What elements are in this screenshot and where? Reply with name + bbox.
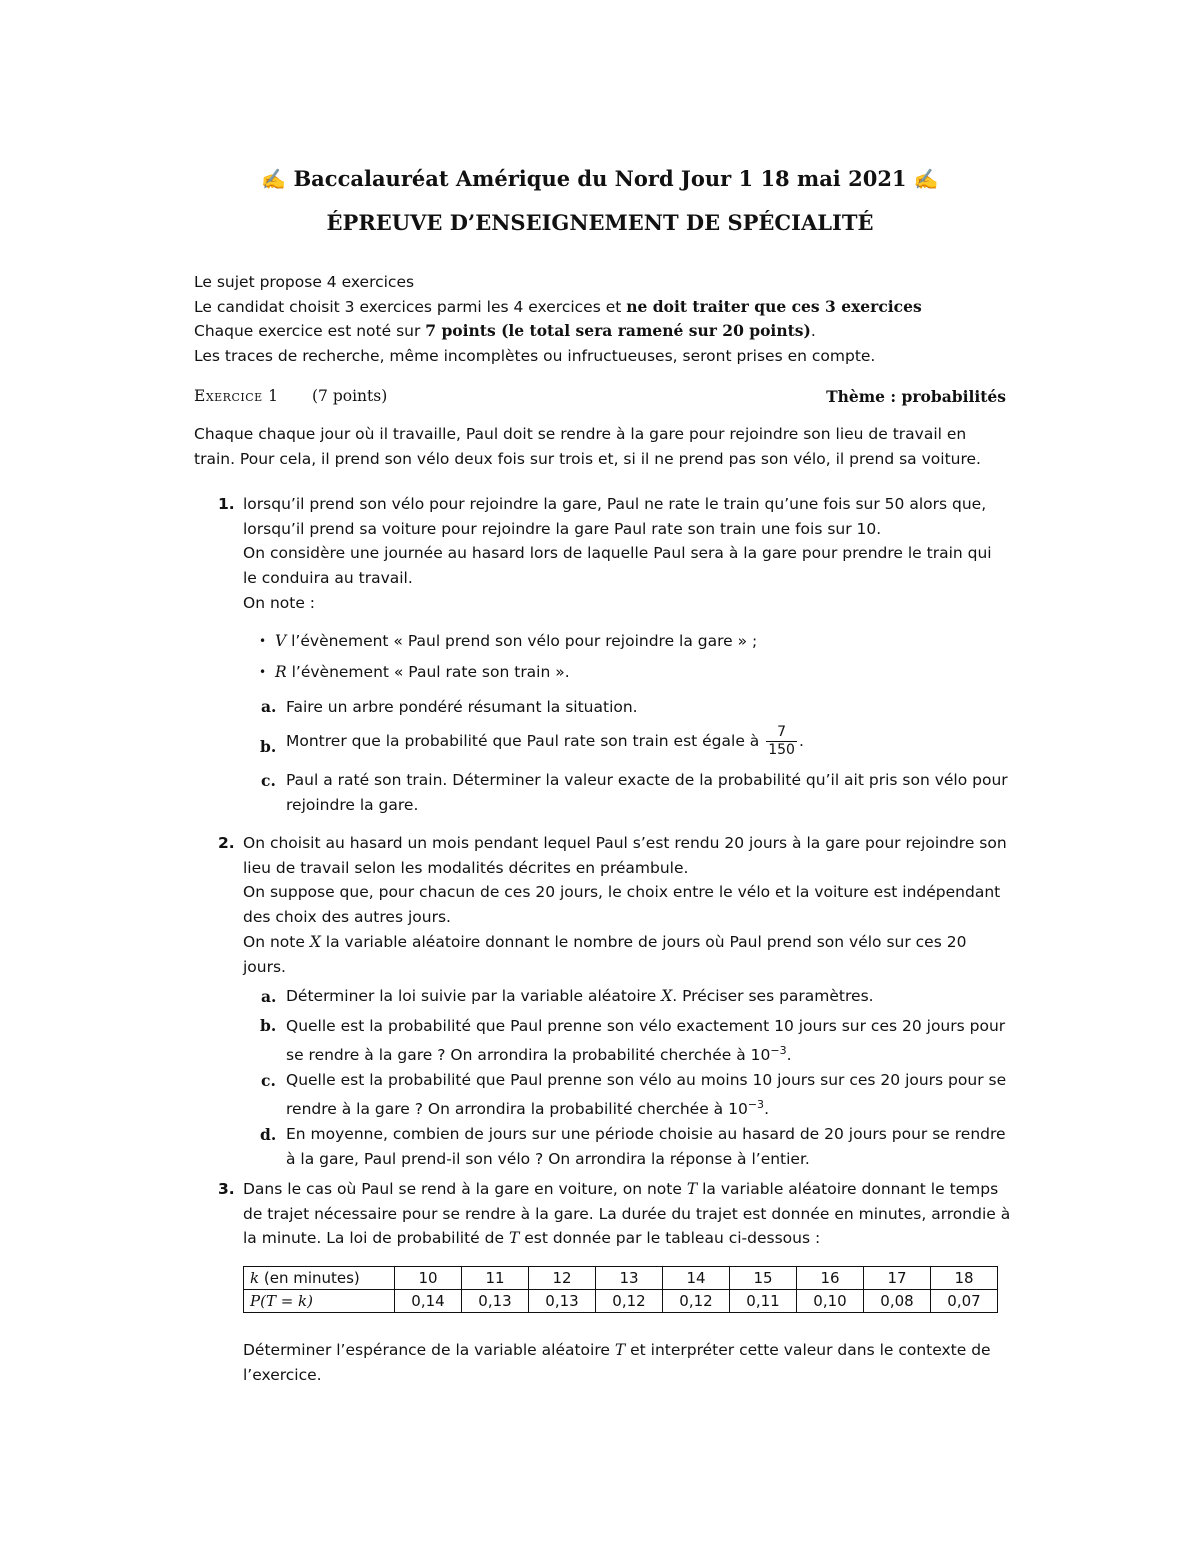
q3-p1-text-c: est donnée par le tableau ci-dessous : [519, 1229, 821, 1247]
q1-paragraph-2: On considère une journée au hasard lors de laquelle Paul sera à la gare pour prendre le train qui le conduira au travail. [243, 544, 992, 587]
title-text: Baccalauréat Amérique du Nord Jour 1 18 mai 2021 [293, 166, 907, 191]
fraction [766, 724, 797, 759]
q1-bullet-1 [275, 629, 975, 654]
q1-number: 1. [218, 495, 235, 513]
var-v: V [275, 632, 287, 650]
intro-line-2-bold: ne doit traiter que ces 3 exercices [626, 296, 922, 316]
q1-paragraph-1: lorsqu’il prend son vélo pour rejoindre la gare, Paul ne rate le train qu’une fois sur 50 alors que, lorsqu’il prend sa voiture pour rejoindre la gare Paul rate son train une fois sur 10. [243, 495, 987, 538]
q2b-text [286, 1014, 1008, 1067]
q2-paragraph-1: On choisit au hasard un mois pendant lequel Paul s’est rendu 20 jours à la gare pour rejoindre son lieu de travail selon les modalités décrites en préambule. [243, 834, 1007, 877]
q1-bullet-2 [275, 660, 975, 685]
q2-p3-text-a: On note [243, 933, 310, 951]
q3-paragraph-1 [243, 1177, 1011, 1251]
table-header-k [244, 1267, 395, 1290]
bullet-icon: • [259, 634, 267, 648]
q2c-text-content: Quelle est la probabilité que Paul prenne son vélo au moins 10 jours sur ces 20 jours pour se rendre à la gare ? On arrondira la probabilité cherchée à 10 [286, 1071, 1007, 1118]
table-cell: 0,11 [730, 1290, 797, 1313]
q1a-text: Faire un arbre pondéré résumant la situation. [286, 698, 638, 716]
intro-line-3-bold: 7 points (le total sera ramené sur 20 points) [425, 321, 811, 340]
q2a-text-a: Déterminer la loi suivie par la variable aléatoire [286, 987, 662, 1005]
q1-bullet-2-text: l’évènement « Paul rate son train ». [286, 663, 570, 681]
intro-line-1: Le sujet propose 4 exercices [194, 273, 415, 291]
table-cell: 0,08 [864, 1290, 931, 1313]
q2-number: 2. [218, 834, 235, 852]
q1c-label: c. [261, 771, 276, 790]
q1b-end: . [798, 732, 804, 750]
table-cell: 18 [931, 1267, 998, 1290]
exponent: −3 [747, 1097, 765, 1111]
table-cell: 0,13 [529, 1290, 596, 1313]
intro-line-3-text: Chaque exercice est noté sur [194, 322, 426, 340]
q2b-label: b. [260, 1016, 277, 1035]
table-cell: 0,12 [663, 1290, 730, 1313]
table-header-k-label: (en minutes) [259, 1269, 360, 1287]
table-cell: 0,10 [797, 1290, 864, 1313]
table-row [244, 1267, 998, 1290]
intro-line-3-end: . [810, 322, 816, 340]
table-cell: 0,12 [596, 1290, 663, 1313]
page-title [0, 166, 1200, 191]
q1a-label: a. [261, 697, 277, 716]
q2d-label: d. [260, 1125, 277, 1144]
intro-line-2 [194, 295, 1014, 320]
table-row [244, 1290, 998, 1313]
var-t: T [614, 1341, 626, 1359]
q3-paragraph-2 [243, 1338, 1011, 1387]
fraction-denominator: 150 [768, 742, 795, 758]
fraction-numerator: 7 [766, 724, 797, 742]
q2b-text-content: Quelle est la probabilité que Paul prenne son vélo exactement 10 jours sur ces 20 jours pour se rendre à la gare ? On arrondira la probabilité cherchée à 10 [286, 1017, 1006, 1064]
page-subtitle: ÉPREUVE D’ENSEIGNEMENT DE SPÉCIALITÉ [326, 210, 874, 235]
q2c-text [286, 1068, 1008, 1121]
exercise-lead: Chaque chaque jour où il travaille, Paul doit se rendre à la gare pour rejoindre son lieu de travail en train. Pour cela, il prend son vélo deux fois sur trois et, si il ne prend pas son vélo, il prend sa voiture. [194, 425, 981, 468]
q3-number: 3. [218, 1180, 235, 1198]
q3-p2-text-a: Déterminer l’espérance de la variable aléatoire [243, 1341, 615, 1359]
table-cell: 12 [529, 1267, 596, 1290]
q3-p1-text-b: la variable aléatoire donnant le temps de trajet nécessaire pour se rendre à la gare. La durée du trajet est donnée en minutes, arrondie à la minute. La loi de probabilité de [243, 1180, 1011, 1247]
bullet-icon: • [259, 665, 267, 679]
var-x: X [661, 987, 673, 1005]
exercise-theme: Thème : probabilités [826, 387, 1006, 406]
table-cell: 0,13 [462, 1290, 529, 1313]
q1b-label: b. [260, 737, 277, 756]
q2-p3-text-b: la variable aléatoire donnant le nombre de jours où Paul prend son vélo sur ces 20 jours. [243, 933, 967, 976]
exercise-header [194, 387, 1006, 411]
intro-line-2-text: Le candidat choisit 3 exercices parmi les 4 exercices et [194, 297, 627, 316]
var-k: k [250, 1269, 260, 1287]
var-t: T [508, 1229, 520, 1247]
table-cell: 17 [864, 1267, 931, 1290]
exercise-title: Exercice 1 [194, 387, 279, 405]
table-cell: 16 [797, 1267, 864, 1290]
q2a-text [286, 984, 1006, 1009]
q1b-text [286, 721, 1006, 761]
table-cell: 14 [663, 1267, 730, 1290]
table-cell: 15 [730, 1267, 797, 1290]
intro-block [194, 270, 1014, 368]
var-x: X [309, 933, 321, 951]
q2d-text: En moyenne, combien de jours sur une période choisie au hasard de 20 jours pour se rendre à la gare, Paul prend-il son vélo ? On arrondira la réponse à l’entier. [286, 1125, 1006, 1168]
q2a-label: a. [261, 987, 277, 1006]
ornament-left-icon: ✍ [261, 167, 287, 191]
q1-bullet-1-text: l’évènement « Paul prend son vélo pour rejoindre la gare » ; [286, 632, 758, 650]
ornament-right-icon: ✍ [913, 167, 939, 191]
intro-line-4: Les traces de recherche, même incomplètes ou infructueuses, seront prises en compte. [194, 346, 876, 365]
exponent: −3 [770, 1043, 787, 1057]
q2c-label: c. [261, 1071, 276, 1090]
table-cell: 0,07 [931, 1290, 998, 1313]
q3-p1-text-a: Dans le cas où Paul se rend à la gare en voiture, on note [243, 1180, 687, 1198]
var-r: R [275, 663, 287, 681]
q1c-text: Paul a raté son train. Déterminer la valeur exacte de la probabilité qu’il ait pris son vélo pour rejoindre la gare. [286, 771, 1008, 814]
probability-table [243, 1266, 998, 1313]
table-cell: 13 [596, 1267, 663, 1290]
q2c-end: . [764, 1099, 769, 1118]
q1-paragraph-3: On note : [243, 594, 316, 612]
q2-paragraph-3 [243, 930, 1011, 979]
q2-paragraph-2: On suppose que, pour chacun de ces 20 jours, le choix entre le vélo et la voiture est indépendant des choix des autres jours. [243, 883, 1001, 926]
q2b-end: . [786, 1045, 792, 1064]
exercise-points: (7 points) [312, 387, 388, 405]
q2a-text-b: . Préciser ses paramètres. [672, 987, 874, 1005]
q1b-text-content: Montrer que la probabilité que Paul rate son train est égale à [286, 732, 760, 750]
table-cell: 0,14 [395, 1290, 462, 1313]
table-cell: 10 [395, 1267, 462, 1290]
q3-p2-text-b: et interpréter cette valeur dans le contexte de l’exercice. [243, 1341, 991, 1384]
table-header-p: P(T = k) [244, 1290, 395, 1313]
var-t: T [686, 1180, 698, 1198]
intro-line-3 [194, 319, 1014, 344]
table-cell: 11 [462, 1267, 529, 1290]
